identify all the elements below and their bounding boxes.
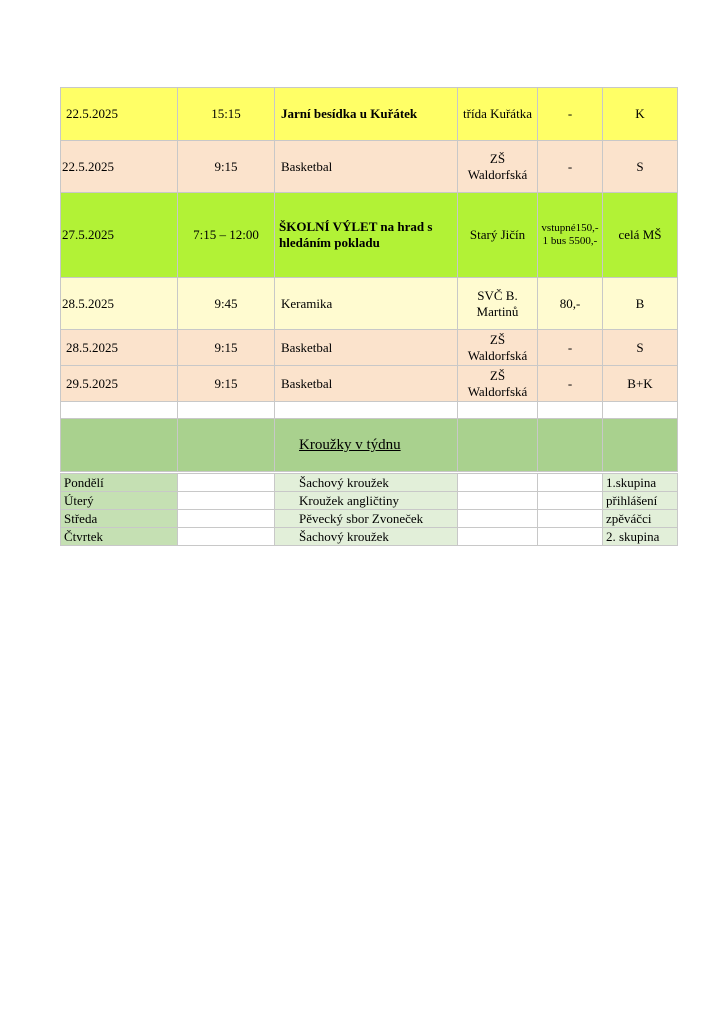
event-price	[538, 193, 603, 278]
events-table	[60, 87, 678, 472]
event-class: celá MŠ	[603, 193, 678, 278]
event-time: 9:15	[178, 330, 275, 366]
event-class: B	[603, 278, 678, 330]
weekly-day: Čtvrtek	[61, 528, 178, 546]
empty-cell	[538, 528, 603, 546]
event-price-line: vstupné150,-	[541, 221, 599, 234]
event-name: Basketbal	[275, 141, 458, 193]
empty-cell	[458, 402, 538, 419]
empty-cell	[178, 419, 275, 472]
event-time: 9:15	[178, 141, 275, 193]
weekly-table	[60, 473, 678, 546]
weekly-heading-row	[61, 419, 678, 472]
weekly-day: Úterý	[61, 492, 178, 510]
event-price: 80,-	[538, 278, 603, 330]
event-name: Basketbal	[275, 330, 458, 366]
event-place: ZŠ Waldorfská	[458, 141, 538, 193]
list-item	[61, 492, 678, 510]
table-row	[61, 193, 678, 278]
empty-cell	[458, 528, 538, 546]
table-row	[61, 141, 678, 193]
empty-cell	[538, 419, 603, 472]
event-place: Starý Jičín	[458, 193, 538, 278]
weekly-note: zpěváčci	[603, 510, 678, 528]
empty-cell	[178, 402, 275, 419]
list-item	[61, 474, 678, 492]
table-row	[61, 366, 678, 402]
event-place: ZŠ Waldorfská	[458, 330, 538, 366]
empty-cell	[61, 419, 178, 472]
event-name: Jarní besídka u Kuřátek	[275, 88, 458, 141]
event-price: -	[538, 330, 603, 366]
event-place: třída Kuřátka	[458, 88, 538, 141]
weekly-activity: Kroužek angličtiny	[275, 492, 458, 510]
empty-cell	[178, 510, 275, 528]
empty-cell	[61, 402, 178, 419]
weekly-day: Pondělí	[61, 474, 178, 492]
weekly-note: 2. skupina	[603, 528, 678, 546]
event-price: -	[538, 366, 603, 402]
event-price: -	[538, 141, 603, 193]
empty-cell	[603, 402, 678, 419]
empty-cell	[458, 510, 538, 528]
empty-cell	[603, 419, 678, 472]
event-price-line: 1 bus 5500,-	[542, 235, 598, 247]
event-date: 28.5.2025	[61, 278, 178, 330]
event-name: ŠKOLNÍ VÝLET na hrad s hledáním pokladu	[275, 193, 458, 278]
weekly-note: 1.skupina	[603, 474, 678, 492]
event-class: K	[603, 88, 678, 141]
table-row	[61, 88, 678, 141]
event-date: 22.5.2025	[61, 88, 178, 141]
empty-cell	[458, 492, 538, 510]
weekly-note: přihlášení	[603, 492, 678, 510]
event-place: ZŠ Waldorfská	[458, 366, 538, 402]
event-time: 7:15 – 12:00	[178, 193, 275, 278]
event-class: S	[603, 330, 678, 366]
event-time: 15:15	[178, 88, 275, 141]
empty-cell	[178, 492, 275, 510]
weekly-activity: Šachový kroužek	[275, 528, 458, 546]
event-date: 27.5.2025	[61, 193, 178, 278]
event-time: 9:15	[178, 366, 275, 402]
empty-cell	[538, 474, 603, 492]
weekly-activity: Šachový kroužek	[275, 474, 458, 492]
empty-cell	[538, 402, 603, 419]
event-name: Keramika	[275, 278, 458, 330]
list-item	[61, 528, 678, 546]
event-place: SVČ B. Martinů	[458, 278, 538, 330]
empty-cell	[458, 474, 538, 492]
empty-cell	[538, 492, 603, 510]
event-name: Basketbal	[275, 366, 458, 402]
weekly-activity: Pěvecký sbor Zvoneček	[275, 510, 458, 528]
empty-cell	[178, 474, 275, 492]
event-date: 28.5.2025	[61, 330, 178, 366]
event-time: 9:45	[178, 278, 275, 330]
table-row	[61, 278, 678, 330]
weekly-heading: Kroužky v týdnu	[275, 419, 458, 472]
empty-cell	[538, 510, 603, 528]
table-row	[61, 330, 678, 366]
event-date: 22.5.2025	[61, 141, 178, 193]
weekly-day: Středa	[61, 510, 178, 528]
empty-cell	[275, 402, 458, 419]
event-class: S	[603, 141, 678, 193]
event-price: -	[538, 88, 603, 141]
event-date: 29.5.2025	[61, 366, 178, 402]
empty-cell	[178, 528, 275, 546]
table-row-empty	[61, 402, 678, 419]
event-class: B+K	[603, 366, 678, 402]
empty-cell	[458, 419, 538, 472]
list-item	[61, 510, 678, 528]
